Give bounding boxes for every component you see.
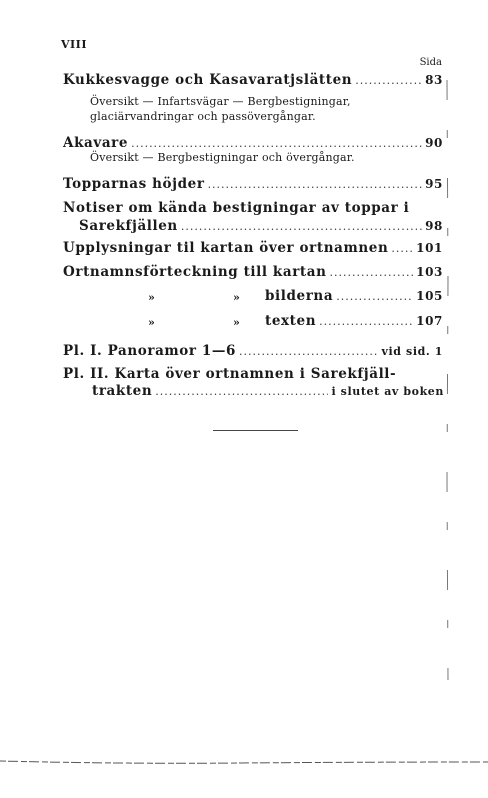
toc-entry-plate-1: [63, 343, 443, 359]
leader-dots: [208, 178, 423, 191]
ditto-mark: »: [233, 316, 240, 329]
toc-entry-kukkesvagge: [63, 72, 443, 88]
toc-entry-plate-2: [92, 383, 444, 399]
leader-dots: [330, 266, 414, 279]
leader-dots: [181, 220, 422, 233]
section-divider: [213, 430, 298, 431]
toc-entry-upplysningar: [63, 240, 443, 256]
toc-subentry-line: glaciärvandringar och passövergångar.: [90, 110, 316, 123]
toc-entry-page: 83: [425, 73, 443, 87]
toc-subentry-line: Översikt — Infartsvägar — Bergbestigningar,: [90, 95, 351, 108]
toc-entry-plate-2-line1: Pl. II. Karta över ortnamnen i Sarekfjäll-: [63, 366, 397, 382]
toc-entry-page: 90: [425, 136, 443, 150]
toc-entry-bilderna: [265, 288, 443, 304]
ditto-mark: »: [233, 291, 240, 304]
toc-entry-title: trakten: [92, 383, 153, 399]
toc-entry-page: 95: [425, 177, 443, 191]
toc-entry-page: 107: [416, 314, 443, 328]
ditto-mark: »: [148, 291, 155, 304]
toc-entry-title: texten: [265, 313, 317, 329]
toc-entry-ortnamnsforteckning: [63, 264, 443, 280]
toc-entry-notiser-line1: Notiser om kända bestigningar av toppar i: [63, 200, 410, 216]
page-number: VIII: [61, 38, 87, 51]
leader-dots: [155, 385, 328, 398]
toc-entry-title: bilderna: [265, 288, 334, 304]
page-edge-shadow: [0, 760, 488, 766]
leader-dots: [131, 137, 422, 150]
toc-entry-title: Topparnas höjder: [63, 176, 205, 192]
leader-dots: [319, 315, 413, 328]
toc-entry-page: 101: [416, 241, 443, 255]
column-header-sida: Sida: [419, 57, 442, 68]
toc-entry-page: 98: [425, 219, 443, 233]
ditto-mark: »: [148, 316, 155, 329]
toc-entry-title: Akavare: [63, 135, 129, 151]
toc-entry-topparnas: [63, 176, 443, 192]
toc-entry-akavare: [63, 135, 443, 151]
toc-entry-title: Kukkesvagge och Kasavaratjslätten: [63, 72, 353, 88]
leader-dots: [391, 242, 413, 255]
leader-dots: [239, 345, 379, 358]
toc-entry-title: Sarekfjällen: [79, 218, 178, 234]
toc-entry-page: 105: [416, 289, 443, 303]
toc-subentry-line: Översikt — Bergbestigningar och övergångar.: [90, 151, 355, 164]
toc-entry-page: i slutet av boken: [331, 385, 444, 398]
leader-dots: [336, 290, 413, 303]
toc-entry-page: 103: [416, 265, 443, 279]
page-edge-shadow: [446, 80, 449, 680]
toc-entry-title: Upplysningar til kartan över ortnamnen: [63, 240, 389, 256]
toc-entry-title: Ortnamnsförteckning till kartan: [63, 264, 327, 280]
toc-entry-notiser: [63, 218, 443, 234]
toc-entry-page: vid sid. 1: [381, 345, 443, 358]
toc-entry-texten: [265, 313, 443, 329]
toc-entry-title: Pl. I. Panoramor 1—6: [63, 343, 236, 359]
leader-dots: [355, 74, 422, 87]
